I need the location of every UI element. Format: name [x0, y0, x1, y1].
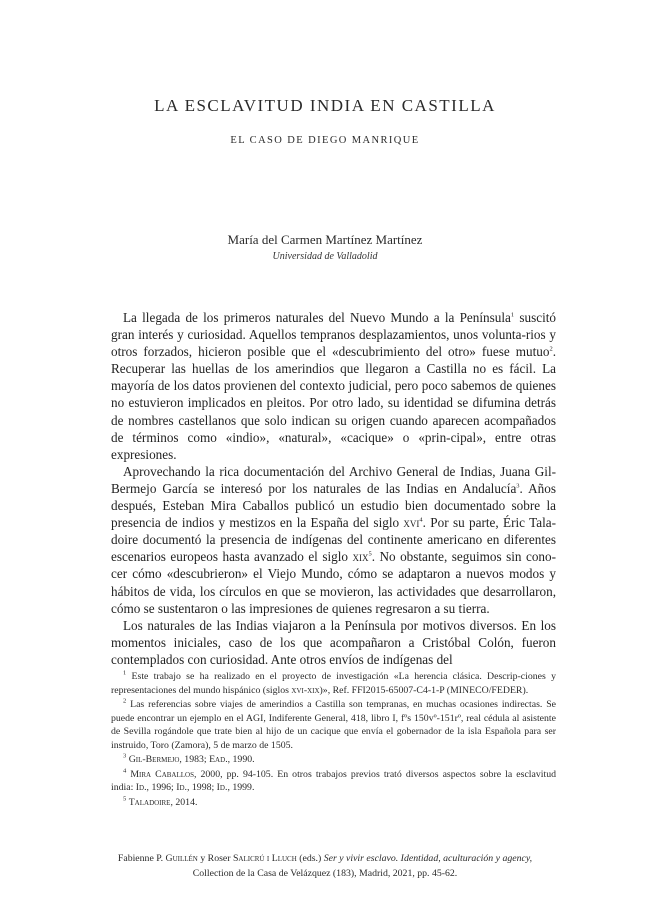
author-affiliation: Universidad de Valladolid [272, 251, 378, 262]
cited-author: Id [135, 782, 145, 793]
footnote-5 [111, 796, 556, 810]
footnote-number: 1 [123, 669, 127, 677]
footnote-text: ., 1999. [225, 782, 255, 793]
citation-line-2: Collection de la Casa de Velázquez (183), Madrid, 2021, pp. 45-62. [192, 868, 458, 879]
footnote-3 [111, 753, 556, 767]
editor-name: Salicrú i Lluch [232, 853, 297, 864]
cited-author: Id [216, 782, 225, 793]
paragraph-text: . Por su parte, Éric Tala-doire documentó la presencia de indígenas del continente americano en diferentes escenarios europeos hasta avanzado el siglo [111, 515, 556, 565]
paragraph-text: . No obstante, seguimos sin cono-cer cómo «descubrieron» el Viejo Mundo, cómo se adaptaron a nuevos modos y hábitos de vida, los círculos en que se movieron, las actividades que desarrollaron, cómo se sustentaron o las impresiones de quienes regresaron a su tierra. [111, 549, 556, 616]
footnote-4 [111, 768, 556, 795]
footer-text: y Roser [197, 853, 233, 864]
cited-author: Id [176, 782, 185, 793]
footnote-ref-1[interactable]: 1 [510, 311, 515, 319]
footnotes [111, 670, 556, 810]
footnote-text: Este trabajo se ha realizado en el proyecto de investigación «La herencia clásica. Descrip-ciones y representaciones del mundo hispánico (siglos [111, 671, 556, 696]
paragraph-text: Aprovechando la rica documentación del Archivo General de Indias, Juana Gil-Bermejo García se interesó por los naturales de las Indias en Andalucía [111, 463, 556, 496]
footnote-text: ., 1990. [225, 754, 255, 765]
article-body [111, 309, 556, 668]
footnote-number: 3 [123, 752, 127, 760]
paragraph-text: La llegada de los primeros naturales del Nuevo Mundo a la Península [123, 310, 511, 325]
book-title-end: agency, [500, 853, 533, 864]
footnote-ref-4[interactable]: 4 [419, 516, 423, 524]
footnote-text: ., 1998; [184, 782, 217, 793]
century-numeral: xvi-xix [291, 684, 320, 696]
editor-name: Guillén [165, 853, 198, 864]
cited-author: Ead [209, 754, 226, 765]
cited-author: Gil-Bermejo [128, 754, 180, 765]
footnote-number: 4 [123, 767, 127, 775]
footnote-1 [111, 670, 556, 697]
footnote-number: 2 [123, 697, 127, 705]
footnote-text: ., 1996; [144, 782, 177, 793]
cited-author: Taladoire [128, 796, 171, 808]
citation-line-1 [0, 851, 650, 866]
footnote-ref-3[interactable]: 3 [516, 482, 520, 490]
paragraph-text: suscitó gran interés y curiosidad. Aquellos tempranos desplazamientos, unos volunta-rios y otros forzados, hicieron posible que el «descubrimiento del otro» fuese mutuo [111, 310, 556, 360]
footer-text: (eds.) [296, 853, 324, 864]
footer-text: Fabienne P. [117, 853, 166, 864]
footnote-text: , 2014. [170, 796, 198, 808]
paragraph-1 [111, 309, 556, 463]
footnote-number: 5 [123, 795, 127, 803]
footnote-text: , 2000, pp. 94-105. En otros trabajos previos trató diversos aspectos sobre la esclavitud india: [111, 768, 556, 793]
footnote-ref-2[interactable]: 2 [549, 345, 553, 353]
footnote-text: Las referencias sobre viajes de amerindios a Castilla son tempranas, en muchas ocasiones indirectas. Se puede encontrar un ejemplo en el AGI, Indiferente General, 418, libro I, fºs 150vº-151rº, real cédula al asistente de Sevilla rogándole que trate bien al hijo de un cacique que envía el gobernador de la isla Española para ser instruido, Toro (Zamora), 5 de marzo de 1505. [111, 699, 556, 751]
footnote-2 [111, 698, 556, 752]
cited-author: Mira Caballos [130, 768, 194, 780]
paragraph-3: Los naturales de las Indias viajaron a la Península por motivos diversos. En los momentos iniciales, caso de los que acompañaron a Cristóbal Colón, fueron contemplados con curiosidad. Ante otros envíos de indígenas del [111, 617, 556, 667]
century-numeral: xvi [403, 515, 420, 531]
paragraph-2 [111, 463, 556, 617]
paragraph-text: . Recuperar las huellas de los amerindios que llegaron a Castilla no es fácil. La mayoría de los datos provienen del contexto judicial, pero poco sabemos de quienes no estuvieron implicados en pleitos. Por otro lado, su identidad se difumina detrás de nombres castellanos que solo indican su origen cuando aparecen acompañados de términos como «indio», «natural», «cacique» o «prin-cipal», entre otras expresiones. [111, 344, 556, 462]
article-subtitle: EL CASO DE DIEGO MANRIQUE [230, 135, 420, 146]
century-numeral: xix [352, 549, 369, 565]
book-title: Ser y vivir esclavo. Identidad, aculturación y [323, 853, 500, 864]
footnote-ref-5[interactable]: 5 [368, 550, 372, 558]
citation-footer [0, 851, 650, 881]
footnote-text: , 1983; [179, 754, 210, 765]
paragraph-text: . Años después, Esteban Mira Caballos publicó un estudio bien documentado sobre la presencia de indios y mestizos en la España del siglo [111, 480, 556, 531]
author-name: María del Carmen Martínez Martínez [227, 232, 423, 247]
footnote-text: )», Ref. FFI2015-65007-C4-1-P (MINECO/FEDER). [319, 684, 529, 696]
article-title: LA ESCLAVITUD INDIA EN CASTILLA [154, 96, 496, 115]
